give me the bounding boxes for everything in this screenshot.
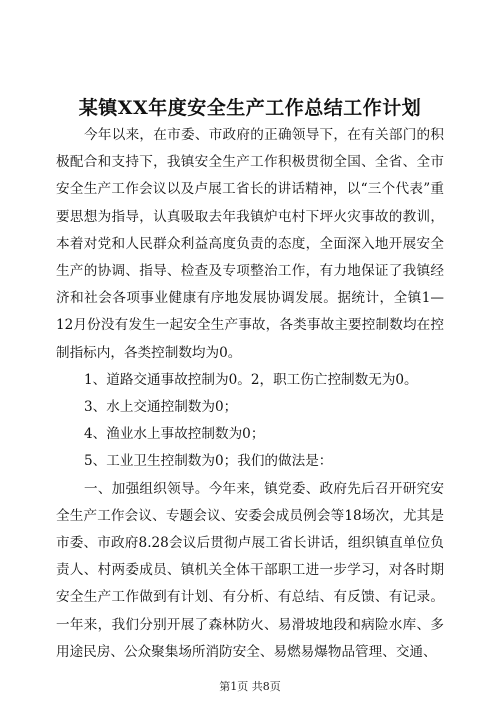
paragraph-item-1: 1、道路交通事故控制为0。2，职工伤亡控制数无为0。 <box>84 371 418 388</box>
document-title: 某镇XX年度安全生产工作总结工作计划 <box>78 97 422 119</box>
paragraph-item-5: 5、工业卫生控制数为0；我们的做法是： <box>84 453 333 470</box>
page-number-footer: 第1页 共8页 <box>219 680 281 693</box>
paragraph-item-4: 4、渔业水上事故控制数为0； <box>84 426 265 443</box>
document-body <box>56 122 444 666</box>
paragraph-intro: 今年以来，在市委、市政府的正确领导下，在有关部门的积极配合和支持下，我镇安全生产工作积极贯彻全国、全省、全市安全生产工作会议以及卢展工省长的讲话精神，以“三个代表”重要思想为指导，认真吸取去年我镇炉屯村下坪火灾事故的教训，本着对党和人民群众利益高度负责的态度，全面深入地开展安全生产的协调、指导、检查及专项整治工作，有力地保证了我镇经济和社会各项事业健康有序地发展协调发展。据统计，全镇1—12月份没有发生一起安全生产事故，各类事故主要控制数均在控制指标内，各类控制数均为0。 <box>56 127 444 361</box>
paragraph-section-1: 一、加强组织领导。今年来，镇党委、政府先后召开研究安全生产工作会议、专题会议、安委会成员例会等18场次，尤其是市委、市政府8.28会议后贯彻卢展工省长讲话，组织镇直单位负责人、村两委成员、镇机关全体干部职工进一步学习，对各时期安全生产工作做到有计划、有分析、有总结、有反馈、有记录。一年来，我们分别开展了森林防火、易滑坡地段和病险水库、多用途民房、公众聚集场所消防安全、易燃易爆物品管理、交通、 <box>56 480 444 660</box>
paragraph-item-3: 3、水上交通控制数为0； <box>84 399 238 416</box>
